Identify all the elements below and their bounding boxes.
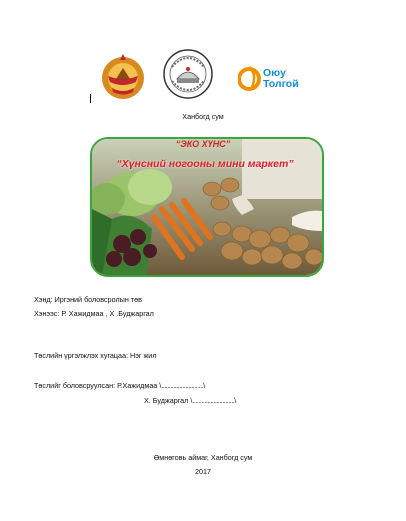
project-title: “ЭКО ХҮНС” <box>175 139 231 149</box>
signature-line-1: ............................\ <box>161 381 205 390</box>
oyu-tolgoi-logo <box>238 62 302 98</box>
project-subtitle: “Хүнсний ногооны мини маркет” <box>116 158 294 170</box>
prepared-label: Төслийг боловсруулсан: Р.Хажидмаа \ <box>34 381 162 390</box>
prepared-by-line <box>34 381 205 390</box>
location: Өмнөговь аймаг, Ханбогд сум <box>153 453 253 462</box>
recipient-line: Хэнд: Иргэний боловсролын төв <box>34 295 142 304</box>
signature-line-2: ............................\ <box>192 396 236 405</box>
year: 2017 <box>195 467 211 476</box>
text-cursor <box>90 94 91 103</box>
sum-name: Ханбогд сум <box>182 112 224 121</box>
authors-line: Хэнээс: Р. Хажидмаа , Х .Буджаргал <box>34 309 154 318</box>
khanbogd-seal-logo <box>163 47 213 101</box>
second-author: Х. Буджаргал \ <box>144 396 193 405</box>
partner-name: Оюу Толгой <box>263 67 299 90</box>
second-author-line <box>144 396 236 405</box>
talba-emblem-logo <box>100 52 146 102</box>
duration-line: Төслийн үргэлжлэх хугацаа: Нэг жил <box>34 351 157 360</box>
